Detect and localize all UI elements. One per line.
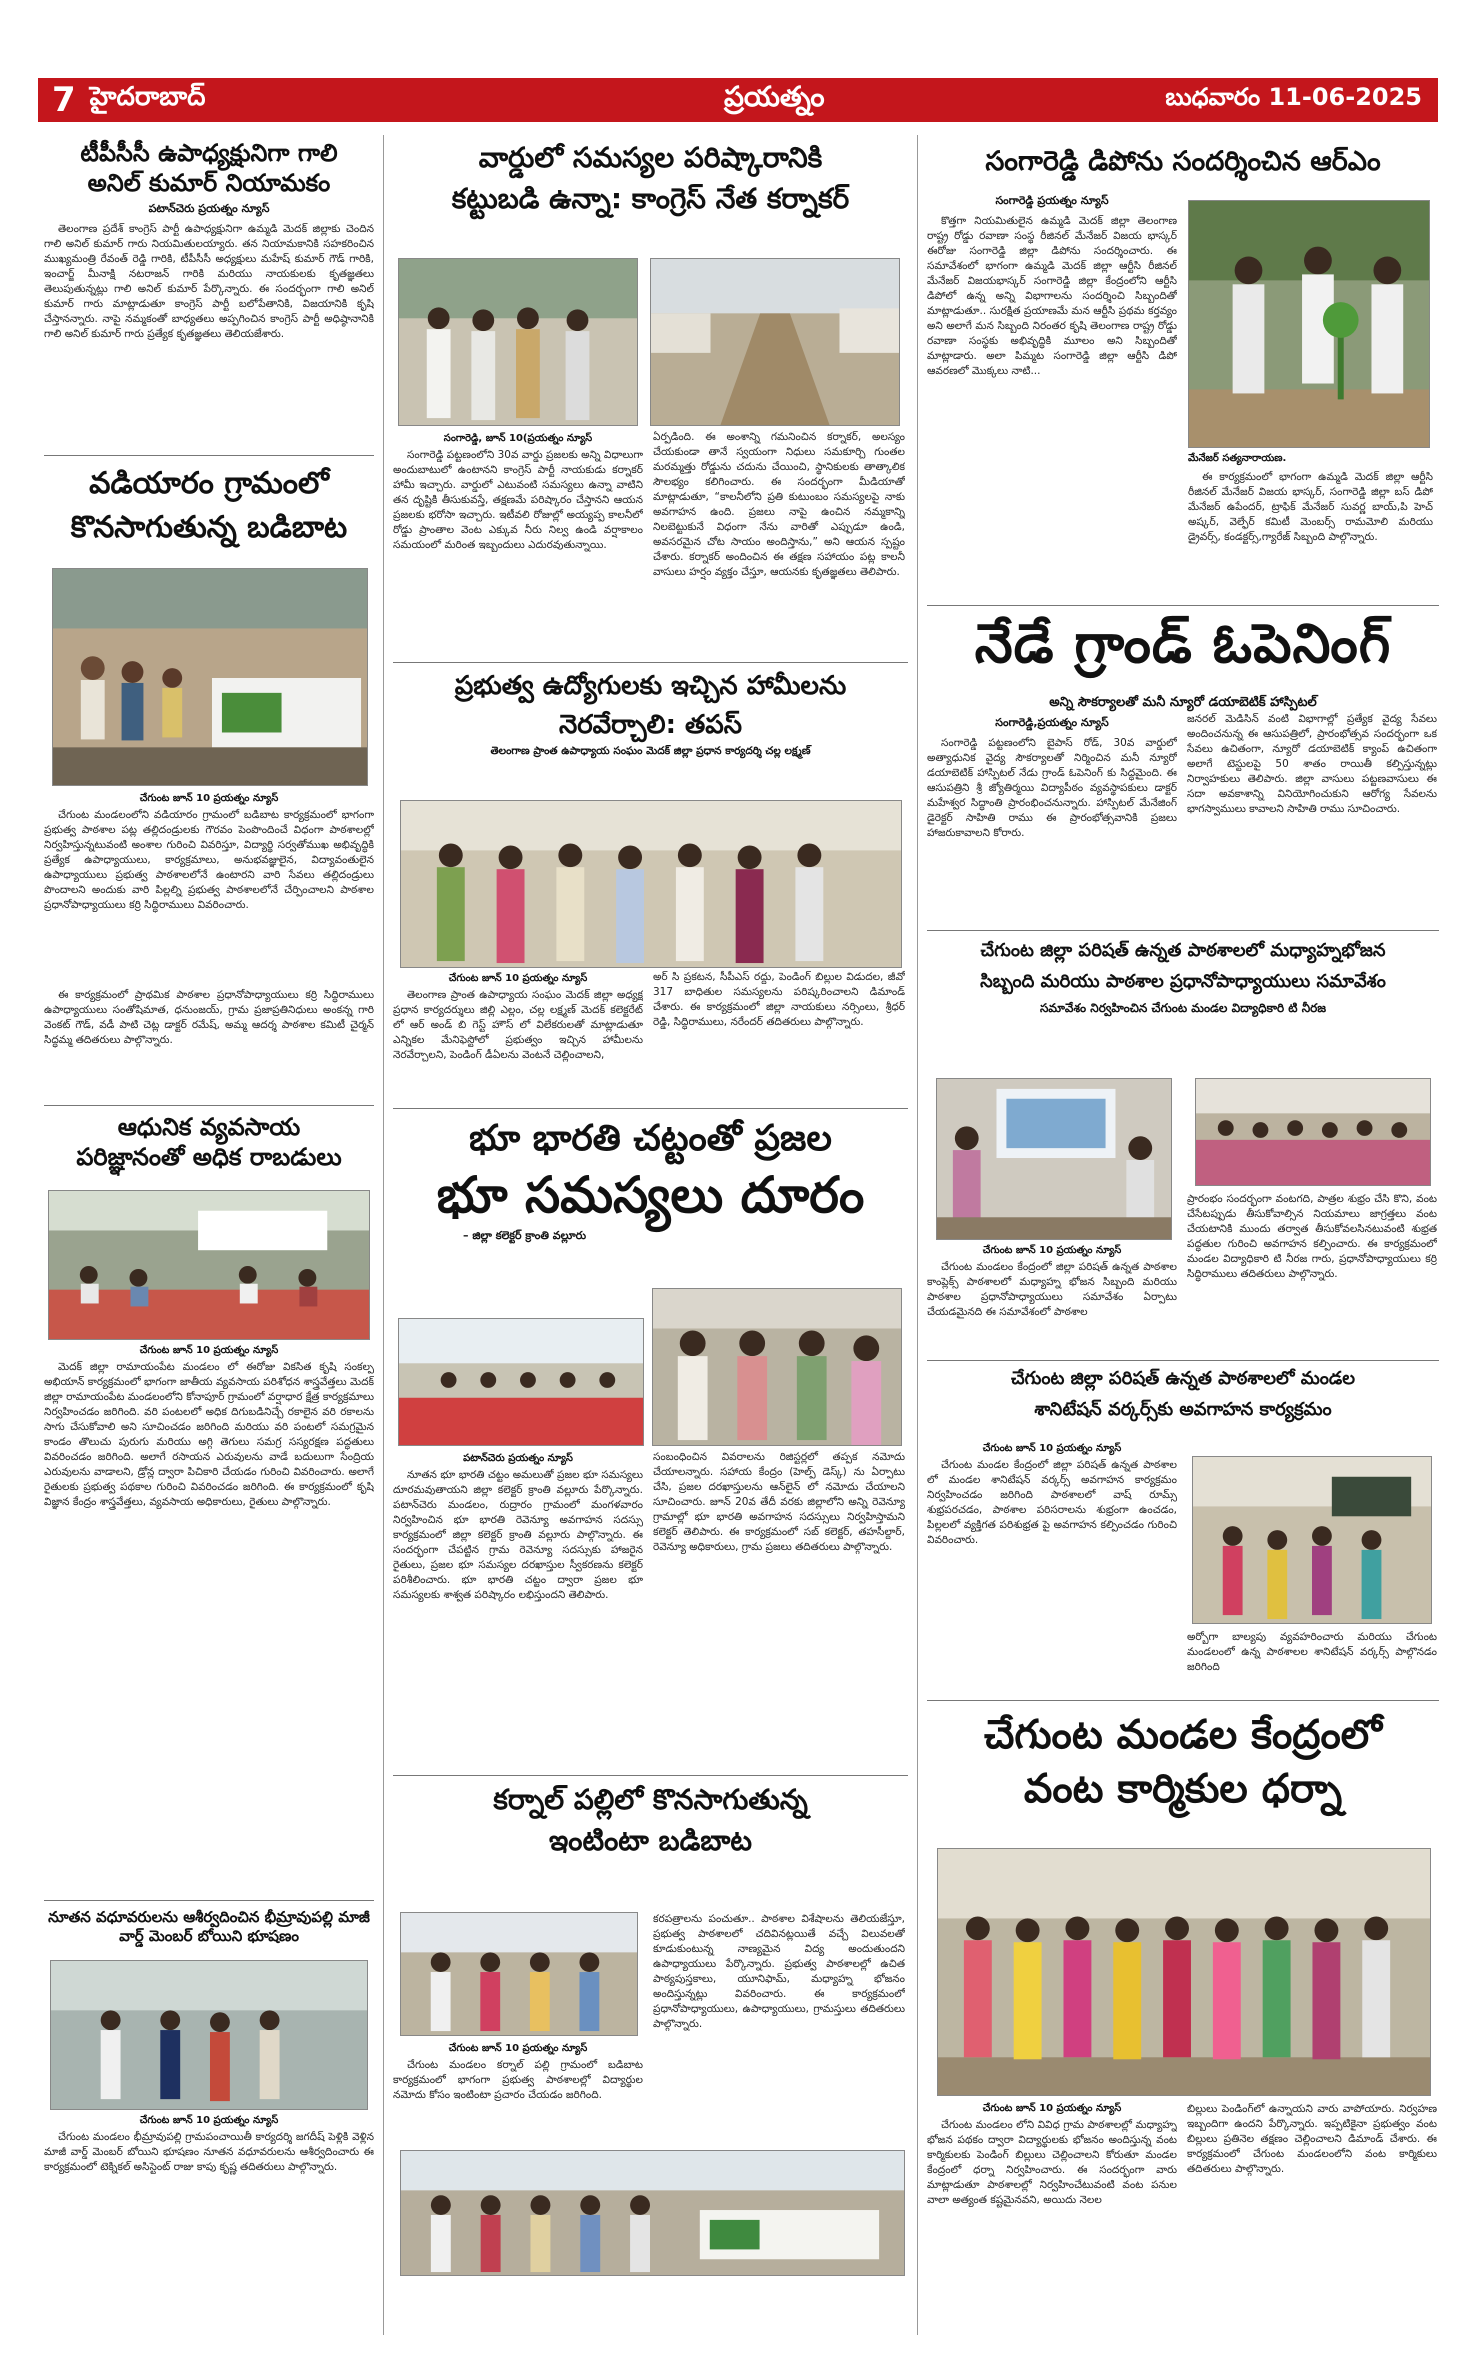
masthead-bar — [38, 78, 1438, 122]
photo-caption: చేగుంట జూన్ 10 ప్రయత్నం న్యూస్ — [139, 2115, 279, 2126]
photo-collector-inspection — [652, 1288, 902, 1446]
article-headline: చేగుంట జిల్లా పరిషత్ ఉన్నత పాఠశాలలో మధ్యాహ్నభోజన — [980, 940, 1386, 961]
article-wedding — [44, 1908, 374, 1946]
article-sanitation — [927, 1368, 1439, 1421]
photo-caption: చేగుంట జూన్ 10 ప్రయత్నం న్యూస్ — [448, 973, 588, 984]
article-body: ఈ కార్యక్రమంలో ప్రాథమిక పాఠశాల ప్రధానోపాధ్యాయులు కర్రి సిద్ధిరాములు ఉపాధ్యాయులు సంతోషిమాత, ధనుంజయ్, గ్రామ ప్రజాప్రతినిధులు అంకన్న గారి వెంకట్ గౌడ్, వడీ పాటి చెట్ల డాక్టర్ రమేష్, అమ్మ ఆదర్శ పాఠశాల కమిటీ చైర్మన్ సిద్ధమ్మ తదితరులు పాల్గొన్నారు. — [44, 989, 374, 1046]
article-headline: వంట కార్మికుల ధర్నా — [1023, 1766, 1343, 1812]
article-byline: – జిల్లా కలెక్టర్ క్రాంతి వల్లూరు — [463, 1228, 587, 1242]
divider — [44, 1105, 374, 1106]
photo-agriculture-meeting — [48, 1190, 370, 1340]
article-sanitation-text-left — [927, 1440, 1177, 1658]
article-midday-meal — [927, 940, 1439, 1018]
article-headline: భూ సమస్యలు దూరం — [436, 1166, 865, 1225]
article-body: నూతన భూ భారతి చట్టం అమలుతో ప్రజల భూ సమస్యలు దూరమవుతాయని జిల్లా కలెక్టర్ క్రాంతి వల్లూరు పేర్కొన్నారు. పటాన్‌చెరు మండలం, రుద్రారం గ్రామంలో మంగళవారం నిర్వహించిన భూ భారతి రెవెన్యూ అవగాహన సదస్సు కార్యక్రమంలో జిల్లా కలెక్టర్ క్రాంతి వల్లూరు పాల్గొన్నారు. ఈ సందర్భంగా చేపట్టిన గ్రామ రెవెన్యూ సదస్సుకు హాజరైన రైతులు, ప్రజల భూ సమస్యల దరఖాస్తుల స్వీకరణను కలెక్టర్ పరిశీలించారు. భూ భారతి చట్టం ద్వారా ప్రజల భూ సమస్యలకు శాశ్వత పరిష్కారం లభిస్తుందని తెలిపారు. — [393, 1469, 643, 1601]
article-vadiyaram-text — [44, 790, 374, 1080]
article-sanitation-text-right — [1187, 1630, 1437, 1690]
article-body: చేగుంట మండలం లోని వివిధ గ్రామ పాఠశాలల్లో మధ్యాహ్న భోజన పథకం ద్వారా విద్యార్థులకు భోజనం అందిస్తున్న వంట కార్మికులకు పెండింగ్ బిల్లులు చెల్లించాలని కోరుతూ మండల కేంద్రంలో ధర్నా నిర్వహించారు. ఈ సందర్భంగా వారు మాట్లాడుతూ పాఠశాలల్లో నిర్వహించేటువంటి వంట పనుల వాలా అత్యంత కష్టమైనవని, అయిదు నెలల — [927, 2119, 1177, 2206]
photo-caption: చేగుంట జూన్ 10 ప్రయత్నం న్యూస్ — [982, 1443, 1122, 1454]
article-byline: సంగారెడ్డి,ప్రయత్నం న్యూస్ — [995, 716, 1109, 729]
article-cooks-dharna — [927, 1712, 1439, 1812]
photo-caption: సంగారెడ్డి, జూన్ 10(ప్రయత్నం న్యూస్ — [443, 433, 593, 444]
article-body: సంబంధించిన వివరాలను రిజిస్టర్లలో తప్పక నమోదు చేయాలన్నారు. సహాయ కేంద్రం (హెల్ప్ డెస్క్) ను ఏర్పాటు చేసి, ప్రజల దరఖాస్తులను ఆన్‌లైన్ లో నమోదు చేయాలని సూచించారు. జూన్ 20వ తేదీ వరకు జిల్లాలోని అన్ని రెవెన్యూ గ్రామాల్లో భూ భారతి అవగాహన సదస్సులు నిర్వహిస్తామని కలెక్టర్ తెలిపారు. ఈ కార్యక్రమంలో సబ్ కలెక్టర్, తహసీల్దార్, రెవెన్యూ అధికారులు, గ్రామ ప్రజలు తదితరులు పాల్గొన్నారు. — [653, 1451, 905, 1553]
article-tapas-text-right — [653, 970, 905, 1098]
article-headline: కట్టుబడి ఉన్నా: కాంగ్రెస్ నేత కర్నాకర్ — [451, 182, 850, 215]
issue-date: బుధవారం 11-06-2025 — [1165, 83, 1422, 111]
article-body: అర్ సి ప్రకటన, సీపీఎస్ రద్దు, పెండింగ్ బిల్లుల విడుదల, జీవో 317 బాధితుల సమస్యలను పరిష్కరించాలని డిమాండ్ చేశారు. ఈ కార్యక్రమంలో జిల్లా నాయకులు నర్సింలు, శ్రీధర్ రెడ్డి, సిద్ధిరాములు, నరేందర్ తదితరులు పాల్గొన్నారు. — [653, 971, 905, 1028]
article-headline: నెరవేర్చాలి: తపస్ — [558, 709, 743, 740]
photo-karnalpalli-campaign — [400, 1912, 638, 2036]
article-depot-text — [927, 190, 1177, 499]
article-headline: అనిల్ కుమార్ నియామకం — [87, 169, 331, 197]
article-headline: నేడే గ్రాండ్ ఓపెనింగ్ — [974, 612, 1392, 675]
article-grand-opening — [927, 612, 1439, 713]
article-body: చేగుంట మండలంలోని వడియారం గ్రామంలో బడిబాట కార్యక్రమంలో భాగంగా ప్రభుత్వ పాఠశాల పట్ల తల్లిదండ్రులకు గౌరవం పెంపొందించే విధంగా పాఠశాలల్లో నిర్వహిస్తున్నటువంటి అంశాల గురించి వివరిస్తూ, విద్యార్థి సర్వతోముఖ అభివృద్ధికి ప్రత్యేక ఉపాధ్యాయులు, కార్యక్రమాలు, అనుభవజ్ఞులైన, విద్యావంతులైన ఉపాధ్యాయులు ప్రభుత్వ పాఠశాలలోనే ఉంటారని వారి సేవలు తల్లిదండ్రులు పొందాలని అందుకు వారి పిల్లల్ని ప్రభుత్వ పాఠశాలలోనే చేర్పించాలని పాఠశాల ప్రధానోపాధ్యాయులు కర్రి సిద్ధిరాములు వివరించారు. — [44, 809, 374, 911]
article-body: చేగుంట మండలం కర్నాల్ పల్లి గ్రామంలో బడిబాట కార్యక్రమంలో భాగంగా ప్రభుత్వ పాఠశాలల్లో విద్యార్థుల నమోదు కోసం ఇంటింటా ప్రచారం చేయడం జరిగింది. — [393, 2059, 643, 2101]
photo-midday-meeting-audience — [1195, 1078, 1431, 1186]
divider — [927, 1700, 1439, 1701]
article-cooks-text-left — [927, 2100, 1177, 2323]
divider — [927, 605, 1439, 606]
article-karnakar — [393, 140, 908, 216]
article-headline: సంగారెడ్డి డిపోను సందర్శించిన ఆర్ఎం — [985, 146, 1381, 177]
divider — [44, 1900, 374, 1901]
article-karnalpalli-text-right — [653, 1912, 905, 2140]
photo-sanitation-workers — [1192, 1456, 1432, 1624]
article-headline: టీపీసీసీ ఉపాధ్యక్షునిగా గాలి — [80, 139, 338, 167]
article-byline: సంగారెడ్డి ప్రయత్నం న్యూస్ — [995, 194, 1109, 207]
article-bhu-bharati-text-right — [653, 1450, 905, 1765]
column-rule — [383, 135, 384, 2335]
article-body: జనరల్ మెడిసిన్ వంటి విభాగాల్లో ప్రత్యేక వైద్య సేవలు అందించనున్న ఈ ఆసుపత్రిలో, ప్రారంభోత్సవ సందర్భంగా ఒక సేవలు ఉచితంగా, న్యూరో డయాబెటిక్ క్యాంప్ ఉచితంగా అలాగే టెస్టులపై 50 శాతం రాయితీ కల్పిస్తున్నట్లు నిర్వాహకులు తెలిపారు. జిల్లా వాసులు పట్టణవాసులు ఈ సదా అవకాశాన్ని వినియోగించుకుని ఆరోగ్య సేవలను భాగస్వాములు కావాలని సాహితి రాము సూచించారు. — [1187, 713, 1437, 815]
photo-badibata-vadiyaram — [52, 568, 368, 786]
photo-midday-meeting-projector — [936, 1078, 1172, 1240]
article-karnakar-text-left — [393, 430, 643, 658]
article-headline: ఇంటింటా బడిబాట — [548, 1824, 752, 1857]
article-grand-text-right — [1187, 712, 1437, 880]
photo-caption: మేనేజర్ సత్యనారాయణ. — [1188, 453, 1287, 464]
article-depot-caption — [1188, 450, 1433, 468]
article-vadiyaram — [44, 465, 374, 546]
article-agriculture-text — [44, 1342, 374, 1900]
article-headline: భూ భారతి చట్టంతో ప్రజల — [469, 1118, 832, 1159]
article-body: ఈ కార్యక్రమంలో భాగంగా ఉమ్మడి మెదక్ జిల్లా ఆర్టీసి రీజినల్ మేనేజర్ విజయ భాస్కర్, సంగారెడ్డి జిల్లా బస్ డిపో మేనేజర్ ఉపేందర్, ట్రాఫిక్ మేనేజర్ సువర్ణ బాయ్,పి హెచ్ అష్కర్, వెల్ఫేర్ కమిటీ మెంబర్స్ రామమోలి మరియు డ్రైవర్స్, కండక్టర్స్,గ్యారేజ్ సిబ్బంది పాల్గొన్నారు. — [1188, 471, 1433, 543]
city-label: హైదరాబాద్ — [89, 82, 206, 112]
divider — [393, 1108, 908, 1109]
article-body: చేగుంట మండల కేంద్రంలో జిల్లా పరిషత్ ఉన్నత పాఠశాల లో మండల శానిటేషన్ వర్కర్స్ అవగాహన కార్యక్రమం నిర్వహించడం జరిగింది పాఠశాలలో వాష్ రూమ్స్ శుభ్రపరచడం, పాఠశాల పరిసరాలను శుభ్రంగా ఉంచడం, పిల్లలలో వ్యక్తిగత పరిశుభ్రత పై అవగాహన కల్పించడం గురించి వివరించారు. — [927, 1459, 1177, 1546]
photo-caption: చేగుంట జూన్ 10 ప్రయత్నం న్యూస్ — [982, 2103, 1122, 2114]
photo-badibata-rally — [400, 2150, 905, 2276]
article-wedding-text — [44, 2112, 374, 2220]
divider — [44, 455, 374, 456]
photo-wedding — [50, 1960, 368, 2110]
article-byline: పటాన్‌చెరు ప్రయత్నం న్యూస్ — [148, 202, 270, 215]
photo-caption: చేగుంట జూన్ 10 ప్రయత్నం న్యూస్ — [139, 1345, 279, 1356]
photo-tapas-group — [400, 800, 902, 968]
article-body: ప్రారంభం సందర్భంగా వంటగది, పాత్రల శుభ్రం చేసి కొని, వంట చేసేటప్పుడు తీసుకోవాల్సిన నియమాలు జాగ్రత్తలు వంట చేయటానికి ముందు తర్వాత తీసుకోవలసినటువంటి శుభ్రత పద్ధతుల గురించి అవగాహన కల్పించారు. ఈ కార్యక్రమంలో మండల విద్యాధికారి టి నీరజ గారు, ప్రధానోపాధ్యాయులు కర్రి సిద్ధిరాములు తదితరులు పాల్గొన్నారు. — [1187, 1193, 1437, 1280]
article-headline: కొనసాగుతున్న బడిబాట — [70, 509, 348, 545]
article-tpcc — [44, 138, 374, 432]
article-sangareddy-depot — [927, 145, 1439, 179]
article-headline: శానిటేషన్ వర్కర్స్‌కు అవగాహన కార్యక్రమం — [1034, 1398, 1332, 1420]
article-body: చేగుంట మండలం కేంద్రంలో జిల్లా పరిషత్ ఉన్నత పాఠశాల కాంప్లెక్స్ పాఠశాలలో మధ్యాహ్న భోజన సిబ్బంది మరియు పాఠశాల ప్రధానోపాధ్యాయులు సమావేశం ఏర్పాటు చేయడమైనది ఈ సమావేశంలో పాఠశాల — [927, 1261, 1177, 1318]
article-midday-text-right — [1187, 1192, 1437, 1350]
article-headline: చేగుంట మండల కేంద్రంలో — [984, 1712, 1382, 1758]
article-subheadline: అన్ని సౌకర్యాలతో మనీ న్యూరో డయాబెటిక్ హాస్పిటల్ — [1049, 695, 1317, 710]
article-bhu-bharati — [393, 1118, 908, 1249]
article-midday-text-left — [927, 1242, 1177, 1355]
column-rule — [917, 135, 918, 2335]
article-body: సంగారెడ్డి పట్టణంలోని బైపాస్ రోడ్, 30వ వార్డులో అత్యాధునిక వైద్య సౌకర్యాలతో నిర్మించిన మనీ న్యూరో డయాబెటిక్ హాస్పిటల్ నేడు గ్రాండ్ ఓపెనింగ్ కు సిద్ధమైంది. ఈ ఆసుపత్రిని శ్రీ జ్యోతిర్మయి విద్యాపీఠం వ్యవస్థాపకులు డాక్టర్ మహేశ్వర సిద్ధాంతి ప్రారంభించనున్నారు. హాస్పిటల్ మేనేజింగ్ డైరెక్టర్ సాహితి రాము ఈ ప్రారంభోత్సవానికి ప్రజలు హాజరుకావాలని కోరారు. — [927, 737, 1177, 839]
divider — [393, 1775, 908, 1776]
article-karnakar-text-right — [653, 430, 905, 655]
photo-rm-planting — [1188, 200, 1430, 448]
paper-name: ప్రయత్నం — [724, 80, 825, 113]
article-body: ఏర్పడింది. ఈ అంశాన్ని గమనించిన కర్నాకర్, అలస్యం చేయకుండా తానే స్వయంగా నిధులు సమకూర్చి గుంతల మరమ్మత్తు రోడ్డును చదును చేయించి, స్థానికులకు తాత్కాలిక సౌలభ్యం కలిగించారు. ఈ సందర్భంగా మీడియాతో మాట్లాడుతూ, “కాలనీలోని ప్రతి కుటుంబం సమస్యలపై నాకు అవగాహన ఉంది. ప్రజలు నాపై ఉంచిన నమ్మకాన్ని నిలబెట్టుకునే విధంగా నేను వారితో ఎప్పుడూ ఉండి, అవసరమైన చోట సాయం అందిస్తాను,” అని ఆయన స్పష్టం చేశారు. కర్నాకర్ అందించిన ఈ తక్షణ సహాయం పట్ల కాలనీ వాసులు హర్షం వ్యక్తం చేస్తూ, ఆయనకు కృతజ్ఞతలు తెలిపారు. — [653, 431, 905, 578]
photo-cooks-protest — [937, 1848, 1431, 2096]
article-body: తెలంగాణ ప్రదేశ్ కాంగ్రెస్ పార్టీ ఉపాధ్యక్షునిగా ఉమ్మడి మెదక్ జిల్లాకు చెందిన గాలి అనిల్ కుమార్ గారు నియమితులయ్యారు. తన నియామకానికి సహకరించిన ముఖ్యమంత్రి రేవంత్ రెడ్డి గారికి, టీపీసీసీ అధ్యక్షులు మహేష్ కుమార్ గౌడ్ గారికి, ఇంచార్జ్ మీనాక్షి నటరాజన్ గారికి మరియు నాయకులకు కృతజ్ఞతలు తెలుపుతున్నట్లు గాలి అనిల్ కుమార్ పేర్కొన్నారు. ఈ సందర్భంగా గాలి అనిల్ కుమార్ గారు మాట్లాడుతూ కాంగ్రెస్ పార్టీ బలోపేతానికి, విజయానికి కృషి చేస్తానన్నారు. నాపై నమ్మకంతో బాధ్యతలు అప్పగించిన కాంగ్రెస్ పార్టీ అధిష్ఠానానికి గాలి అనిల్ కుమార్ గారు ప్రత్యేక కృతజ్ఞతలు తెలియజేశారు. — [44, 223, 374, 340]
article-body: మెదక్ జిల్లా రామాయంపేట మండలం లో ఈరోజు వికసిత కృషి సంకల్ప అభియాన్ కార్యక్రమంలో భాగంగా జాతీయ వ్యవసాయ పరిశోధన శాస్త్రవేత్తలు మెదక్ జిల్లా రామాయంపేట మండలంలోని కోనాపూర్ గ్రామంలో వర్షాధార క్షేత్ర కార్యక్రమాలు నిర్వహించడం జరిగింది. వరి పంటలలో అధిక దిగుబడినిచ్చే రకాలైన వరి రకాలను సాగు చేసుకోవాలి అని సూచించడం జరిగింది మరియు వరి పంటలో సమగ్రమైన కాండం తొలుచు పురుగు మరియు అగ్గి తెగులు సమగ్ర సస్యరక్షణ పద్ధతులు వివరించడం జరిగింది. అలాగే రసాయన ఎరువులను వాడే బదులుగా సేంద్రియ ఎరువులను వాడాలని, డ్రోన్ల ద్వారా పిచికారి చేయడం గురించి వివరించారు. అలాగే రైతులకు ప్రభుత్వ పథకాల గురించి వివరించడం జరిగింది. ఈ కార్యక్రమంలో కృషి విజ్ఞాన కేంద్రం శాస్త్రవేత్తలు, వ్యవసాయ అధికారులు, రైతులు పాల్గొన్నారు. — [44, 1361, 374, 1508]
photo-collector-meeting — [398, 1318, 644, 1446]
article-body: చేగుంట మండలం భీమ్రావుపల్లి గ్రామపంచాయితీ కార్యదర్శి జగదీష్ పెళ్లికి వెళ్లిన మాజీ వార్డ్ మెంబర్ బోయిని భూషణం నూతన వధూవరులను ఆశీర్వదించారు ఈ కార్యక్రమంలో టెక్నికల్ అసిస్టెంట్ రాజు కాపు కృష్ణ తదితరులు పాల్గొన్నారు. — [44, 2131, 374, 2173]
article-karnalpalli — [393, 1782, 908, 1858]
article-body: కొత్తగా నియమితులైన ఉమ్మడి మెదక్ జిల్లా తెలంగాణ రాష్ట్ర రోడ్డు రవాణా సంస్థ రీజినల్ మేనేజర్ విజయ భాస్కర్ ఈరోజు సంగారెడ్డి జిల్లా డిపోను సందర్శించారు. ఈ సమావేశంలో భాగంగా ఉమ్మడి మెదక్ జిల్లా ఆర్టీసి రీజినల్ మేనేజర్ విజయభాస్కర్ సంగారెడ్డి జిల్లా కేంద్రంలోని ఆర్టీసి డిపోలో ఉన్న అన్ని విభాగాలను సందర్శించి సిబ్బందితో మాట్లాడుతూ.. సురక్షిత ప్రయాణమే మన ఆర్టీసి ప్రథమ కర్తవ్యం అని అలాగే మన సిబ్బంది నిరంతర కృషి తెలంగాణ రాష్ట్ర రోడ్డు రవాణా సంస్థకు అభివృద్ధికి మూలం అని సిబ్బందితో మాట్లాడారు. అలా పిమ్మట సంగారెడ్డి జిల్లా ఆర్టీసి డిపో ఆవరణలో మొక్కలు నాటి... — [927, 215, 1177, 377]
article-bhu-bharati-text-left — [393, 1450, 643, 1768]
article-tapas-text-left — [393, 970, 643, 1098]
article-karnalpalli-text-left — [393, 2040, 643, 2118]
photo-caption: చేగుంట జూన్ 10 ప్రయత్నం న్యూస్ — [982, 1245, 1122, 1256]
divider — [927, 930, 1439, 931]
article-body: అర్బోగా బాల్యపు వ్యవహరించారు మరియు చేగుంట మండలంలో ఉన్న పాఠశాలల శానిటేషన్ వర్కర్స్ పాల్గొనడం జరిగింది — [1187, 1631, 1437, 1673]
article-body: కరపత్రాలను పంచుతూ.. పాఠశాల విశేషాలను తెలియజేస్తూ, ప్రభుత్వ పాఠశాలలో చదివినట్లయితే వచ్చే విలువలతో కూడుకుంటున్న నాణ్యమైన విద్య అందుతుందని ఉపాధ్యాయులు పేర్కొన్నారు. ప్రభుత్వ పాఠశాలల్లో ఉచిత పాఠ్యపుస్తకాలు, యూనిఫామ్, మధ్యాహ్న భోజనం అందిస్తున్నట్లు వివరించారు. ఈ కార్యక్రమంలో ప్రధానోపాధ్యాయులు, ఉపాధ్యాయులు, గ్రామస్తులు తదితరులు పాల్గొన్నారు. — [653, 1913, 905, 2030]
article-tapas — [393, 670, 908, 764]
page-number: 7 — [52, 80, 76, 120]
divider — [393, 662, 908, 663]
article-headline: వడియారం గ్రామంలో — [89, 466, 329, 501]
photo-karnakar-group — [398, 258, 638, 426]
divider — [927, 1360, 1439, 1361]
article-subheadline: సమావేశం నిర్వహించిన చేగుంట మండల విద్యాధికారి టి నీరజ — [1039, 1001, 1327, 1015]
photo-road-repair — [650, 258, 900, 426]
photo-caption: చేగుంట జూన్ 10 ప్రయత్నం న్యూస్ — [139, 793, 279, 804]
article-headline: వార్డులో సమస్యల పరిష్కారానికి — [478, 141, 823, 174]
article-byline: తెలంగాణ ప్రాంత ఉపాధ్యాయ సంఘం మెదక్ జిల్లా ప్రధాన కార్యదర్శి చల్ల లక్ష్మణ్ — [490, 745, 811, 757]
article-headline: ఆధునిక వ్యవసాయ — [117, 1113, 301, 1141]
article-grand-text-left — [927, 712, 1177, 886]
article-headline: పరిజ్ఞానంతో అధిక రాబడులు — [76, 1143, 342, 1171]
article-headline: నూతన వధూవరులను ఆశీర్వదించిన భీమ్రావుపల్లి మాజీ వార్డ్ మెంబర్ బోయిని భూషణం — [48, 1908, 370, 1945]
article-headline: చేగుంట జిల్లా పరిషత్ ఉన్నత పాఠశాలలో మండల — [1010, 1368, 1356, 1389]
article-headline: ప్రభుత్వ ఉద్యోగులకు ఇచ్చిన హామీలను — [454, 671, 847, 701]
article-headline: కర్నాల్ పల్లిలో కొనసాగుతున్న — [493, 1783, 808, 1816]
article-body: బిల్లులు పెండింగ్‌లో ఉన్నాయని వారు వాపోయారు. నిర్వహణ ఇబ్బందిగా ఉందని పేర్కొన్నారు. ఇప్పటికైనా ప్రభుత్వం వంట బిల్లులు ప్రతినెల తక్షణం చెల్లించాలని డిమాండ్ చేశారు. ఈ కార్యక్రమంలో చేగుంట మండలంలోని వంట కార్మికులు తదితరులు పాల్గొన్నారు. — [1187, 2103, 1437, 2175]
article-body: సంగారెడ్డి పట్టణంలోని 30వ వార్డు ప్రజలకు అన్ని విధాలుగా అందుబాటులో ఉంటానని కాంగ్రెస్ పార్టీ నాయకుడు కర్నాకర్ హామీ ఇచ్చారు. వార్డులో ఎటువంటి సమస్యలు ఉన్నా వాటిని తన దృష్టికి తీసుకువస్తే, తక్షణమే పరిష్కారం చేస్తానని ఆయన ప్రజలకు భరోసా ఇచ్చారు. ఇటీవలి రోజుల్లో అయ్యప్ప కాలనీలో రోడ్డు ప్రాంతాల వెంట ఎక్కువ నీరు నిల్వ ఉండి వర్షాకాలం సమయంలో మరింత ఇబ్బందులు ఎదురవుతున్నాయి. — [393, 449, 643, 551]
article-cooks-text-right — [1187, 2102, 1437, 2324]
article-body: తెలంగాణ ప్రాంత ఉపాధ్యాయ సంఘం మెదక్ జిల్లా అధ్యక్ష ప్రధాన కార్యదర్శులు జిల్లి ఎల్లం, చల్ల లక్ష్మణ్ మెదక్ కలెక్టరేట్ లో ఆర్ అండ్ బి గెస్ట్ హౌస్ లో విలేకరులతో మాట్లాడుతూ ఎన్నికల మేనిఫెస్టోలో ప్రభుత్వం ఇచ్చిన హామీలను నెరవేర్చాలని, పెండింగ్ డీఏలను వెంటనే చెల్లించాలని, — [393, 989, 643, 1061]
photo-caption: పటాన్‌చెరు ప్రయత్నం న్యూస్ — [463, 1453, 573, 1464]
article-headline: సిబ్బంది మరియు పాఠశాల ప్రధానోపాధ్యాయులు సమావేశం — [980, 970, 1386, 992]
article-agriculture — [44, 1112, 374, 1172]
article-depot-text2 — [1188, 470, 1433, 580]
photo-caption: చేగుంట జూన్ 10 ప్రయత్నం న్యూస్ — [448, 2043, 588, 2054]
